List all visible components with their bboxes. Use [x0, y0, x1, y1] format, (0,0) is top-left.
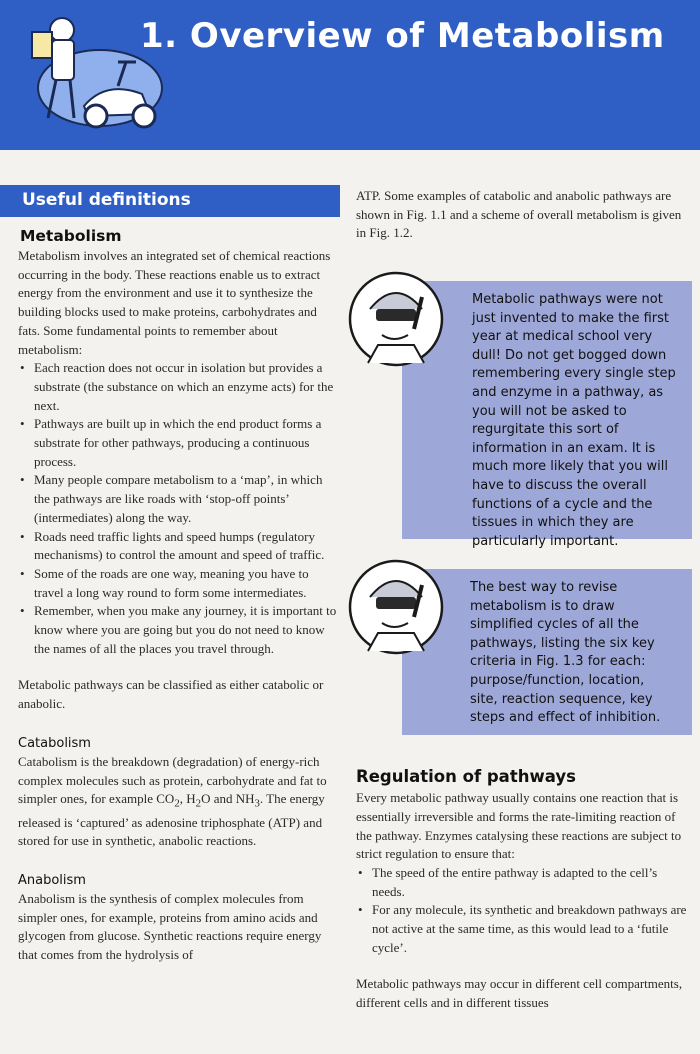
cartoon-scientist-icon — [348, 559, 444, 655]
catabolism-text: Catabolism is the breakdown (degradation) of energy-rich complex molecules such as protein, carbohydrate and fat to simpler ones, for example $CO_2$, $H_2O$ and $NH_3$. The energy released is ‘captured’ as adenosine triphosphate (ATP) and stored for use in synthetic, anabolic reactions. — [18, 753, 327, 849]
list-item: • Many people compare metabolism to a ‘map’, in which the pathways are like roads with ‘stop-off points’ (intermediates) along the way. — [18, 471, 340, 527]
list-item: • Remember, when you make any journey, it is important to know where you are going but you do not need to know the names of all the places you travel through. — [18, 602, 340, 658]
regulation-bullet-list — [356, 864, 692, 958]
cartoon-scientist-icon — [348, 271, 444, 367]
pathway-classification: Metabolic pathways can be classified as either catabolic or anabolic. — [18, 677, 324, 712]
metabolism-intro: Metabolism involves an integrated set of chemical reactions occurring in the body. These reactions enable us to extract energy from the environment and use it to synthesize the building blocks used to make proteins, carbohydrates and fats. Some fundamental points to remember about metabolism: — [18, 248, 331, 357]
heading-catabolism: Catabolism — [18, 735, 91, 751]
callout-box-revision-tip — [402, 569, 692, 735]
list-item: • Roads need traffic lights and speed humps (regulatory mechanisms) to control the amount and speed of traffic. — [18, 528, 340, 565]
atp-continuation: ATP. Some examples of catabolic and anabolic pathways are shown in Fig. 1.1 and a scheme of overall metabolism is given in Fig. 1.2. — [356, 188, 682, 241]
callout-box-study-tip — [402, 281, 692, 549]
list-item: • For any molecule, its synthetic and breakdown pathways are not active at the same time, as this would lead to a ‘futile cycle’. — [356, 901, 692, 957]
heading-anabolism: Anabolism — [18, 872, 86, 888]
chapter-title: 1. Overview of Metabolism — [140, 16, 665, 56]
list-item: • Some of the roads are one way, meaning you have to travel a long way round to form some intermediates. — [18, 565, 340, 602]
regulation-intro: Every metabolic pathway usually contains one reaction that is essentially irreversible and forms the rate-limiting reaction of the pathway. Enzymes catalysing these reactions are subject to strict regulation to ensure that: — [356, 790, 682, 862]
list-item: • The speed of the entire pathway is adapted to the cell’s needs. — [356, 864, 692, 901]
callout-text: Metabolic pathways were not just invented to make the first year at medical school very dull! Do not get bogged down remembering every single step and enzyme in a pathway, as you will not be asked to regurgitate this sort of information in an exam. It is much more likely that you will have to discuss the overall functions of a cycle and the tissues in which they are particularly important. — [472, 292, 676, 549]
right-column — [356, 185, 692, 1013]
regulation-tail: Metabolic pathways may occur in different cell compartments, different cells and in different tissues — [356, 976, 683, 1011]
section-bar-useful-definitions: Useful definitions — [0, 185, 340, 217]
metabolism-bullet-list — [18, 359, 340, 658]
list-item: • Each reaction does not occur in isolation but provides a substrate (the substance on which an enzyme acts) for the next. — [18, 359, 340, 415]
anabolism-text: Anabolism is the synthesis of complex molecules from simpler ones, for example, proteins from amino acids and glycogen from glucose. Synthetic reactions require energy that comes from the hydrolysis of — [18, 890, 322, 963]
chapter-header — [0, 0, 700, 150]
callout-text: The best way to revise metabolism is to draw simplified cycles of all the pathways, listing the six key criteria in Fig. 1.3 for each: purpose/function, location, site, reaction sequence, key steps and effect of inhibition. — [470, 580, 661, 726]
list-item: • Pathways are built up in which the end product forms a substrate for other pathways, producing a continuous process. — [18, 415, 340, 471]
left-column — [0, 185, 340, 965]
heading-metabolism: Metabolism — [20, 227, 122, 245]
heading-regulation-of-pathways: Regulation of pathways — [356, 767, 576, 787]
